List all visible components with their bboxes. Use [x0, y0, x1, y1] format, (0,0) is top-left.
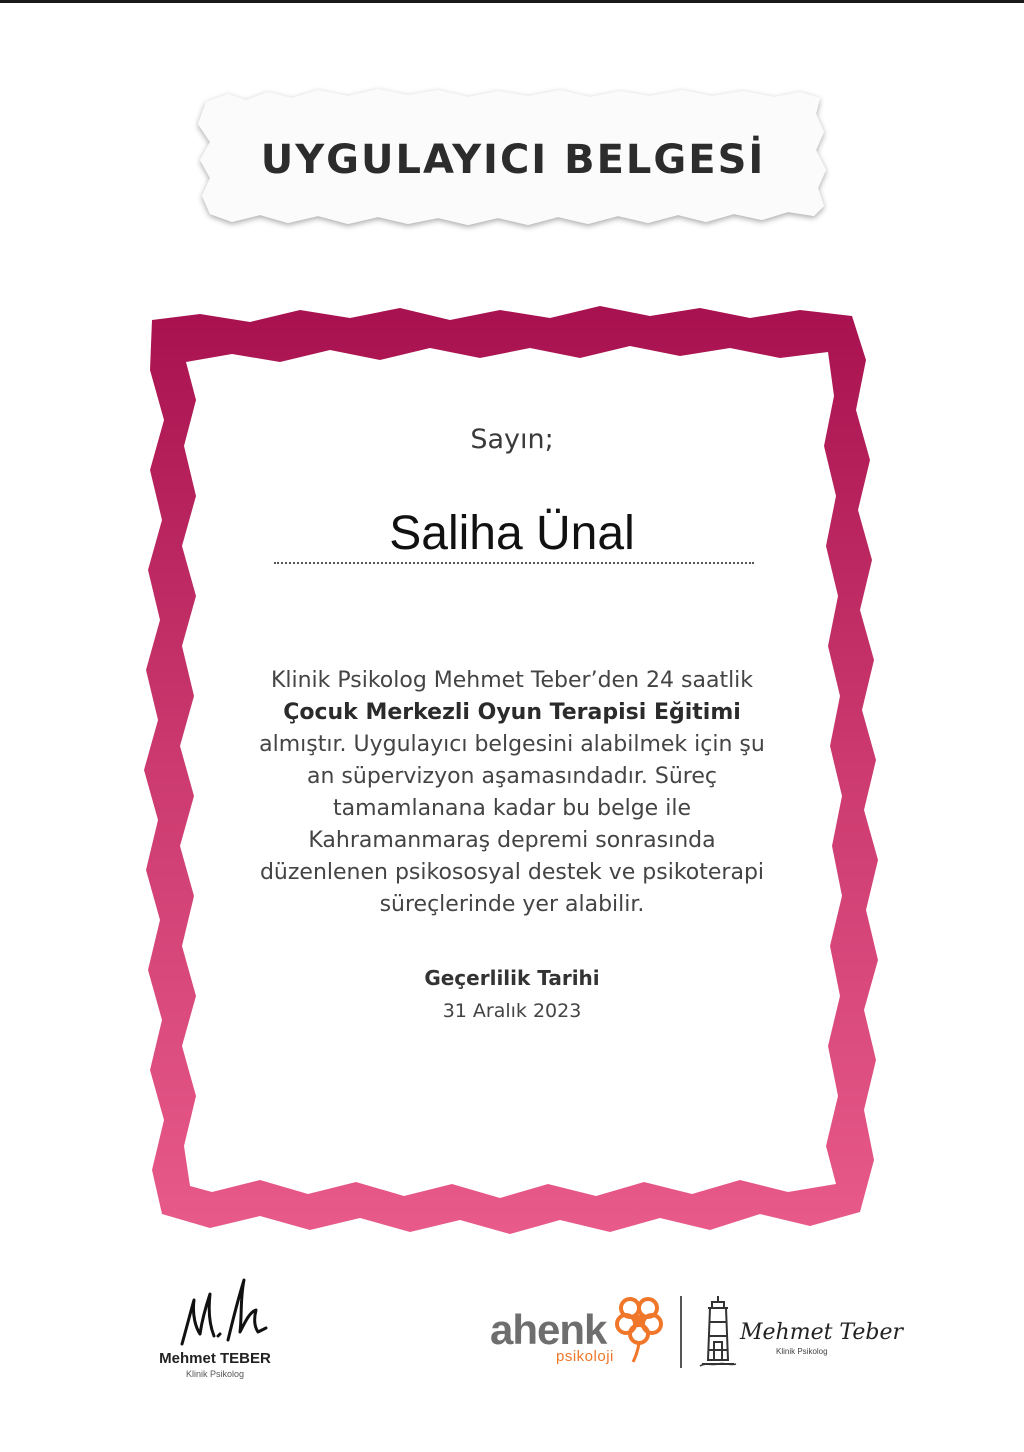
course-name: Çocuk Merkezli Oyun Terapisi Eğitimi [283, 700, 741, 725]
top-border-line [0, 0, 1024, 3]
body-line: tamamlanana kadar bu belge ile [333, 796, 691, 821]
flower-logo-icon [614, 1294, 664, 1368]
teber-logo-subtitle: Klinik Psikolog [776, 1347, 828, 1356]
tower-logo-icon [698, 1294, 738, 1372]
body-line: an süpervizyon aşamasındadır. Süreç [307, 764, 717, 789]
body-line: almıştır. Uygulayıcı belgesini alabilmek için şu [259, 732, 765, 757]
logo-divider [680, 1296, 682, 1368]
salutation: Sayın; [470, 424, 554, 455]
validity-date: 31 Aralık 2023 [442, 1000, 582, 1022]
ahenk-logo-word: ahenk [490, 1306, 607, 1353]
teber-signature-logo: Mehmet Teber [740, 1320, 904, 1345]
document-title: UYGULAYICI BELGESİ [260, 137, 766, 183]
validity-label: Geçerlilik Tarihi [424, 966, 600, 990]
title-banner [188, 84, 838, 232]
ahenk-logo-subtitle: psikoloji [556, 1348, 614, 1365]
signature-scribble [140, 1270, 290, 1360]
body-line: Klinik Psikolog Mehmet Teber’den 24 saatlik [270, 668, 754, 693]
handwritten-signature [140, 1270, 290, 1360]
signatory-name: Mehmet TEBER [159, 1350, 271, 1367]
body-line: düzenlenen psikososyal destek ve psikoterapi [259, 860, 765, 885]
recipient-name: Saliha Ünal [389, 507, 635, 560]
body-line: Kahramanmaraş depremi sonrasında [308, 828, 716, 853]
certificate-body [200, 665, 824, 921]
signatory-title: Klinik Psikolog [185, 1369, 245, 1379]
body-line: süreçlerinde yer alabilir. [379, 892, 645, 917]
